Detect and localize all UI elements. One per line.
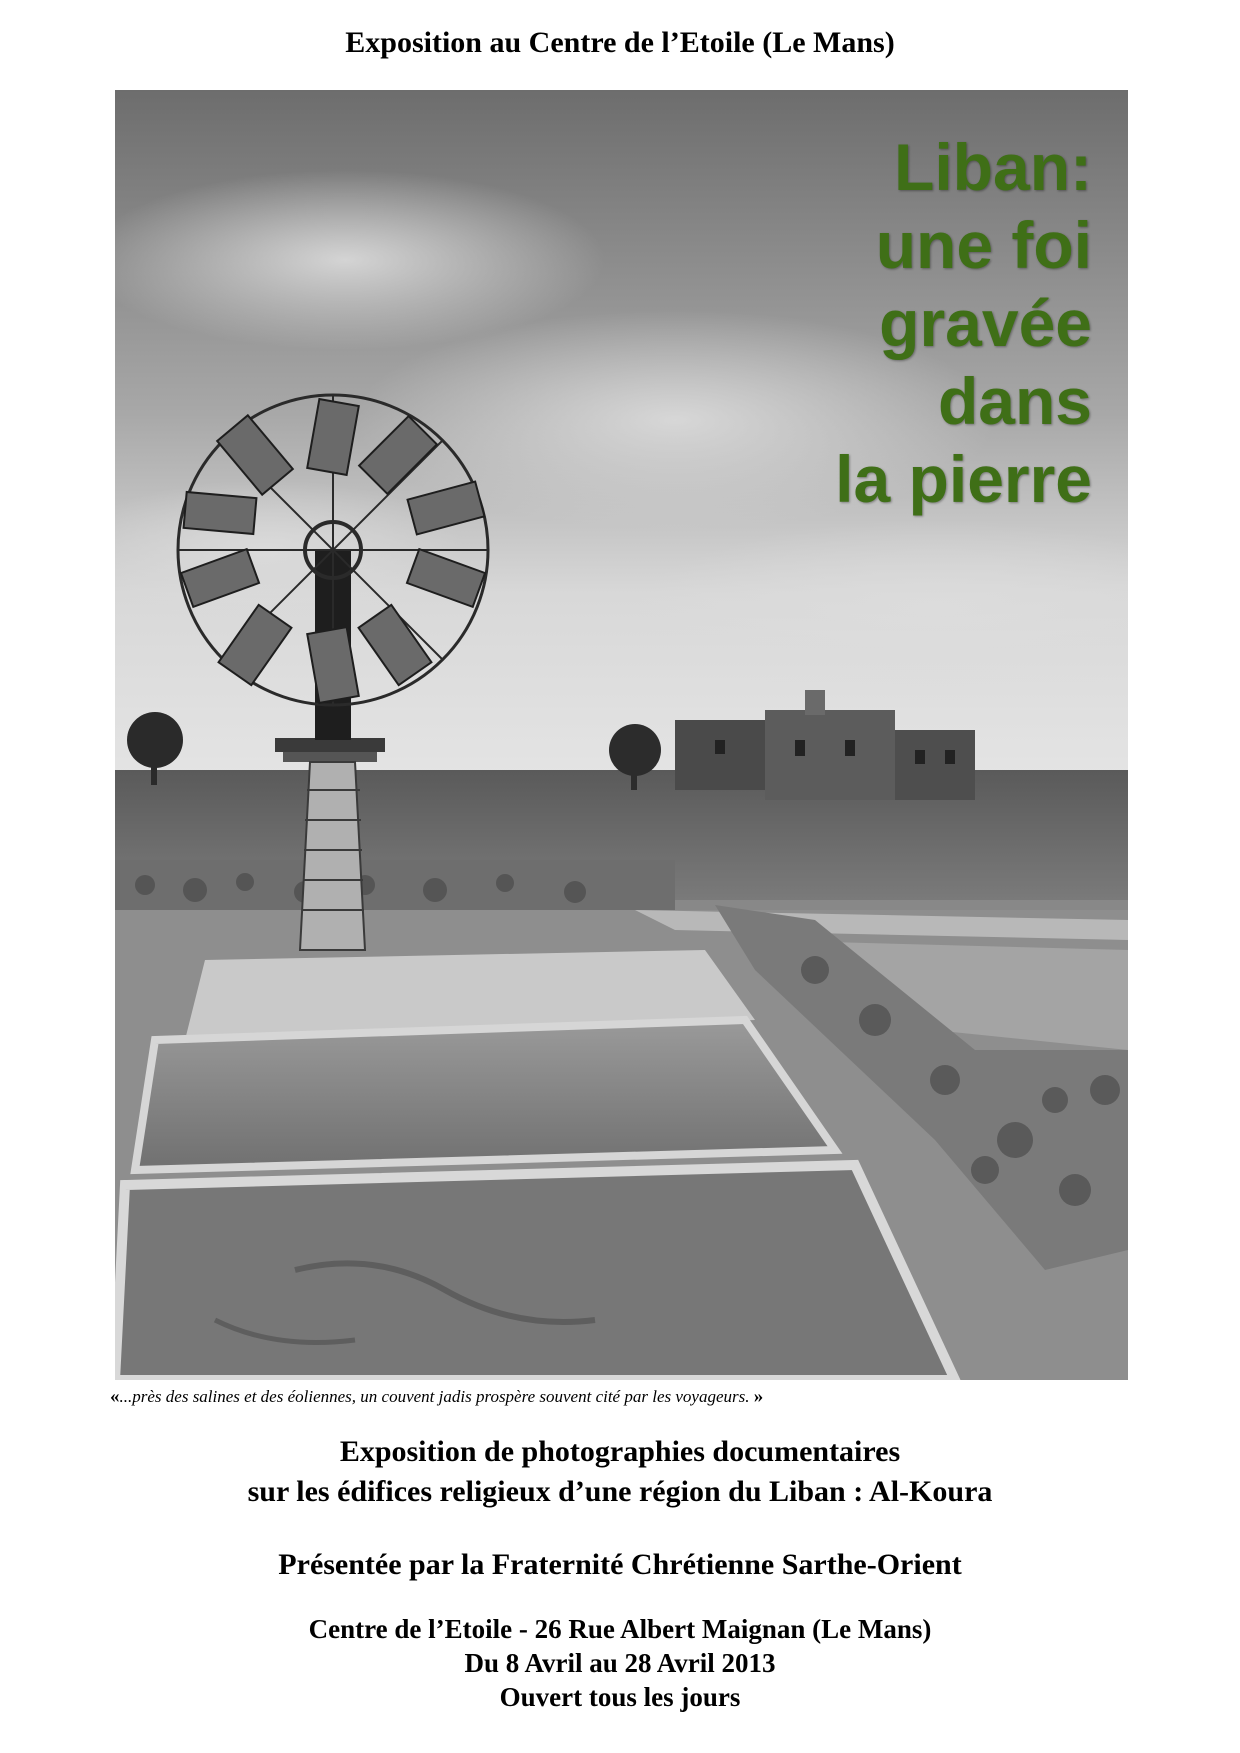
caption-close-quote: » (753, 1386, 764, 1407)
description-line-2: sur les édifices religieux d’une région du Liban : Al-Koura (247, 1475, 993, 1508)
venue-hours: Ouvert tous les jours (499, 1682, 741, 1712)
poster-title-line: gravée (879, 286, 1092, 360)
caption-open-quote: « (110, 1386, 120, 1407)
venue-address: Centre de l’Etoile - 26 Rue Albert Maignan (Le Mans) (308, 1614, 932, 1644)
poster-title (835, 128, 1092, 518)
presented-by: Présentée par la Fraternité Chrétienne Sarthe-Orient (278, 1548, 962, 1581)
venue-info (0, 1612, 1240, 1714)
description-line-1: Exposition de photographies documentaires (339, 1435, 901, 1468)
caption-text: ...près des salines et des éoliennes, un couvent jadis prospère souvent cité par les voyageurs. (119, 1387, 750, 1406)
page-header-title: Exposition au Centre de l’Etoile (Le Mans) (345, 26, 895, 59)
poster-title-line: Liban: (894, 130, 1092, 204)
photo-caption (110, 1386, 763, 1408)
venue-dates: Du 8 Avril au 28 Avril 2013 (464, 1648, 776, 1678)
poster-photo (115, 90, 1128, 1380)
exhibition-description (0, 1432, 1240, 1512)
poster-title-line: une foi (875, 208, 1092, 282)
poster-title-line: dans (937, 364, 1092, 438)
poster-title-line: la pierre (835, 442, 1092, 516)
